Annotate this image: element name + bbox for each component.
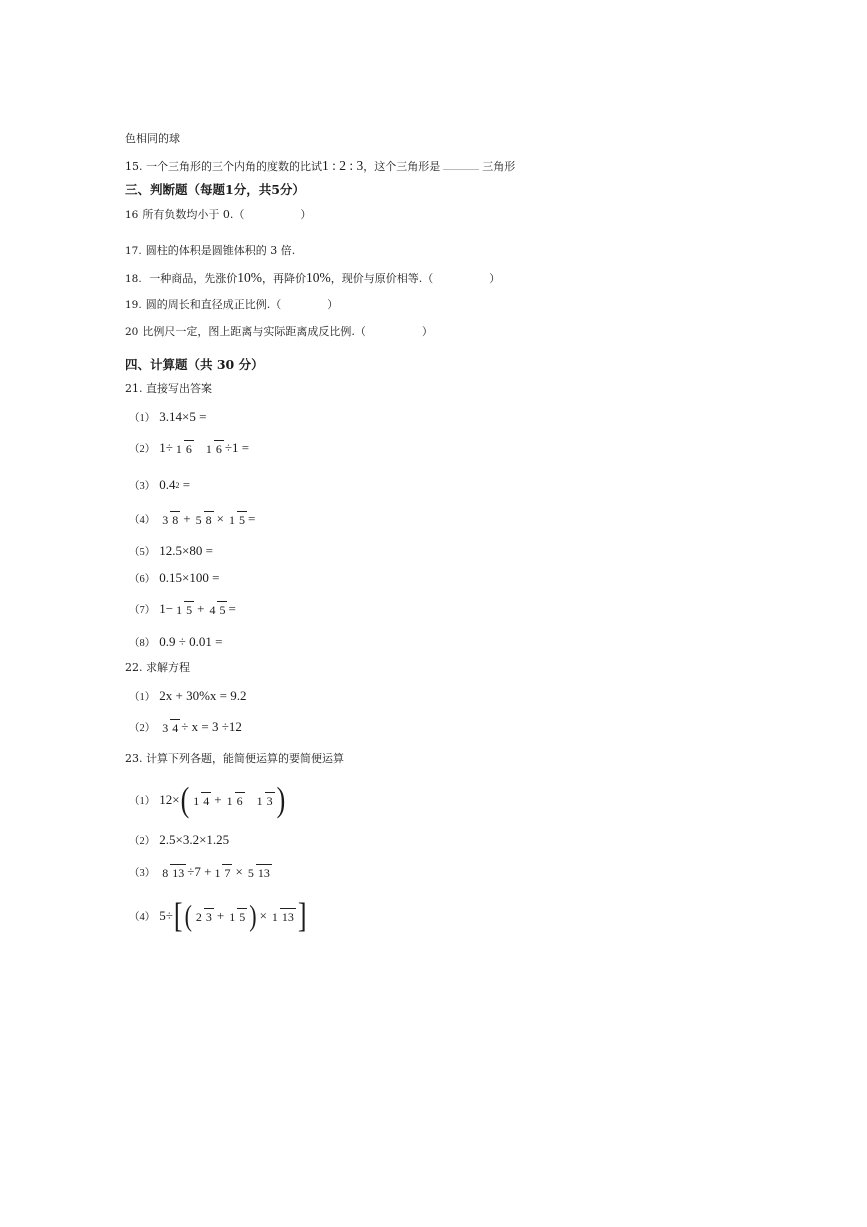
numerator: 1: [175, 441, 182, 456]
q22-equation-2: [129, 712, 242, 742]
fraction: [191, 792, 211, 809]
top-fragment: 色相同的球: [125, 132, 180, 145]
denominator: 8: [172, 512, 179, 527]
q15-label: 15. 一个三角形的三个内角的度数的比试: [125, 160, 322, 173]
denominator: 13: [281, 909, 294, 924]
expression-part: =: [179, 477, 191, 492]
q15-mid: ，这个三角形是: [363, 160, 441, 173]
expression: 2.5×3.2×1.25: [159, 832, 230, 847]
right-paren: ): [276, 779, 286, 819]
question-19: [125, 297, 338, 313]
fraction: [204, 440, 224, 457]
expression-part: 12×: [159, 792, 180, 807]
q19-number: 19.: [125, 299, 142, 311]
numerator: 1: [176, 602, 183, 617]
fraction: [194, 511, 214, 528]
question-18: [125, 270, 500, 287]
q16-close: ）: [300, 208, 312, 221]
operator: ×: [235, 864, 243, 879]
q21-item-1: [129, 402, 206, 432]
item-index: （1）: [129, 691, 156, 703]
right-paren: ): [249, 898, 257, 933]
denominator: 5: [186, 602, 193, 617]
section-3-heading: 三、判断题（每题1分，共5分）: [125, 182, 305, 197]
fraction: [246, 864, 272, 881]
denominator: 6: [185, 441, 192, 456]
item-index: （3）: [129, 867, 156, 879]
q17-text: 圆柱的体积是圆锥体积的 3 倍.: [145, 244, 296, 257]
q21-item-5: [129, 536, 213, 566]
operator: ×: [216, 511, 224, 526]
expression-part: ÷1 =: [224, 440, 250, 455]
question-15: [125, 158, 515, 175]
item-index: （3）: [129, 480, 156, 492]
right-bracket: ]: [297, 895, 307, 935]
q21-title: 21. 直接写出答案: [125, 382, 212, 395]
q20-close: ）: [421, 325, 433, 338]
section-4-heading: 四、计算题（共 30 分）: [125, 357, 264, 372]
fraction: [174, 440, 194, 457]
denominator: 8: [205, 512, 212, 527]
q15-ratio: 1 : 2 : 3: [322, 158, 364, 173]
q22-equation-1: [129, 681, 247, 711]
q16-number: 16: [125, 209, 139, 221]
operator: +: [216, 908, 225, 923]
fraction: [212, 864, 232, 881]
q20-number: 20: [125, 326, 139, 338]
denominator: 13: [172, 865, 185, 880]
question-16: [125, 207, 311, 223]
fraction: [194, 908, 214, 925]
q21-item-2: [129, 433, 249, 463]
left-paren: (: [180, 779, 190, 819]
fraction: [255, 792, 275, 809]
numerator: 5: [247, 865, 254, 880]
denominator: 3: [205, 909, 212, 924]
numerator: 5: [195, 512, 202, 527]
q21-item-6: [129, 563, 219, 593]
q18-close: ）: [489, 272, 501, 285]
q16-text: 所有负数均小于 0.（: [142, 208, 245, 221]
expression-part: =: [228, 601, 236, 616]
denominator: 6: [236, 793, 243, 808]
q20-text: 比例尺一定，图上距离与实际距离成反比例.（: [142, 325, 366, 338]
item-index: （2）: [129, 443, 156, 455]
fraction: [174, 601, 194, 618]
item-index: （2）: [129, 835, 156, 847]
q18-number: 18.: [125, 273, 142, 285]
left-paren: (: [184, 898, 192, 933]
denominator: 6: [215, 441, 222, 456]
numerator: 1: [271, 909, 278, 924]
denominator: 7: [224, 865, 231, 880]
operator: +: [197, 601, 205, 616]
item-index: （1）: [129, 412, 156, 424]
q23-item-1: [129, 779, 286, 819]
q19-text: 圆的周长和直径成正比例.（: [145, 298, 282, 311]
numerator: 1: [228, 512, 235, 527]
q17-number: 17.: [125, 245, 142, 257]
item-index: （1）: [129, 795, 156, 807]
expression: 0.15×100 =: [159, 570, 220, 585]
item-index: （5）: [129, 546, 156, 558]
expression-part: =: [247, 511, 256, 526]
fraction: [160, 719, 180, 736]
expression: 0.9 ÷ 0.01 =: [159, 634, 223, 649]
numerator: 3: [162, 512, 169, 527]
q23-title: 23. 计算下列各题，能简便运算的要简便运算: [125, 752, 344, 765]
question-17: [125, 243, 295, 259]
numerator: 1: [226, 793, 233, 808]
denominator: 5: [219, 602, 226, 617]
expression: 3.14×5 =: [159, 409, 207, 424]
q23-item-4: [129, 895, 308, 935]
fraction: [160, 511, 180, 528]
q19-close: ）: [327, 298, 339, 311]
item-index: （2）: [129, 722, 156, 734]
numerator: 3: [162, 720, 169, 735]
q15-suffix: 三角形: [482, 160, 516, 173]
equation-part: ÷ x = 3 ÷12: [181, 719, 242, 734]
q18-percent-1: 10%: [237, 270, 262, 285]
denominator: 4: [172, 720, 179, 735]
expression-part: ÷7 +: [187, 864, 212, 879]
item-index: （4）: [129, 911, 156, 923]
fraction: [270, 908, 296, 925]
q18-mid: ，再降价: [261, 272, 306, 285]
numerator: 1: [193, 793, 200, 808]
item-index: （6）: [129, 573, 156, 585]
expression-base: 0.4: [159, 477, 176, 492]
fraction: [160, 864, 186, 881]
fraction: [227, 511, 247, 528]
operator: ×: [259, 908, 267, 923]
denominator: 5: [238, 512, 245, 527]
numerator: 1: [205, 441, 212, 456]
item-index: （4）: [129, 514, 156, 526]
denominator: 5: [239, 909, 246, 924]
question-20: [125, 324, 433, 340]
q22-title: 22. 求解方程: [125, 661, 190, 674]
item-index: （7）: [129, 604, 156, 616]
numerator: 8: [162, 865, 169, 880]
q21-item-7: [129, 594, 236, 624]
q18-tail: ，现价与原价相等.（: [330, 272, 434, 285]
numerator: 1: [214, 865, 221, 880]
expression-part: 5÷: [159, 908, 173, 923]
q23-item-3: [129, 857, 273, 887]
fraction: [207, 601, 227, 618]
denominator: 3: [266, 793, 273, 808]
fraction: [227, 908, 247, 925]
left-bracket: [: [173, 895, 183, 935]
expression-part: 1÷: [159, 440, 173, 455]
q18-percent-2: 10%: [305, 270, 331, 285]
q21-item-3: [129, 470, 190, 500]
operator: +: [214, 792, 222, 807]
equation: 2x + 30%x = 9.2: [159, 688, 247, 703]
fraction: [225, 792, 245, 809]
numerator: 2: [195, 909, 202, 924]
denominator: 4: [203, 793, 210, 808]
q21-item-8: [129, 627, 222, 657]
numerator: 1: [256, 793, 263, 808]
numerator: 1: [229, 909, 236, 924]
operator: +: [183, 511, 191, 526]
q18-text: 一种商品，先涨价: [149, 272, 238, 285]
expression: 12.5×80 =: [159, 543, 213, 558]
q21-item-4: [129, 504, 255, 534]
answer-blank[interactable]: [443, 158, 479, 170]
denominator: 13: [257, 865, 270, 880]
exponent: 2: [175, 480, 180, 490]
expression-part: 1−: [159, 601, 174, 616]
q23-item-2: [129, 825, 229, 855]
item-index: （8）: [129, 637, 156, 649]
numerator: 4: [209, 602, 216, 617]
